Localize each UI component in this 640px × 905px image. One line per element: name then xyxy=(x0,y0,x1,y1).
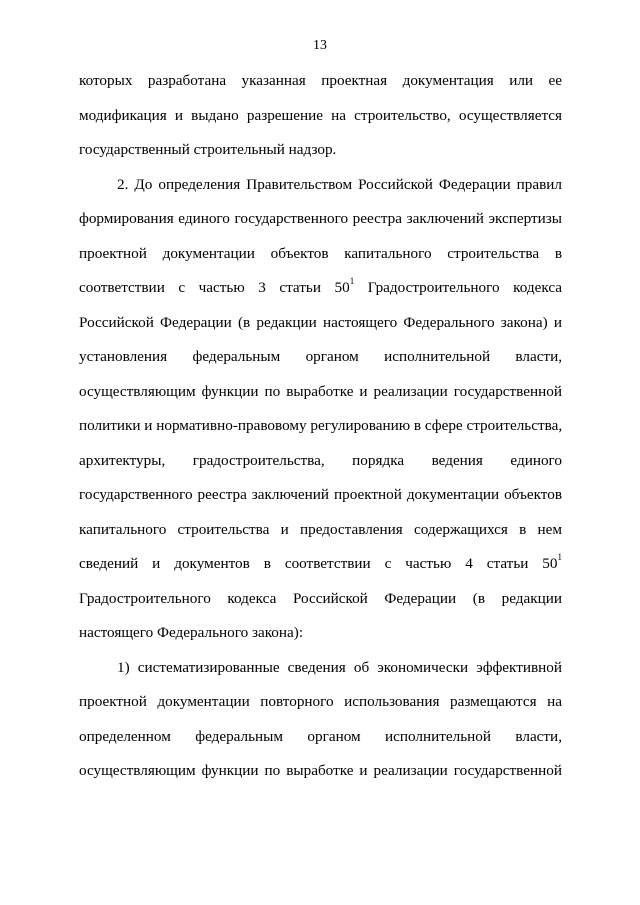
line-text: Российской Федерации (в редакции настоящего Федерального закона) и xyxy=(79,313,562,331)
text-line xyxy=(79,168,562,203)
line-text: проектной документации объектов капитального строительства в xyxy=(79,244,562,262)
line-text: проектной документации повторного использования размещаются на xyxy=(79,693,562,710)
text-line xyxy=(79,99,562,134)
text-line xyxy=(79,340,562,375)
text-line xyxy=(79,616,562,651)
line-text: сведений и документов в соответствии с частью 4 статьи 50 xyxy=(79,555,558,572)
page-number: 13 xyxy=(313,38,327,53)
line-text: модификация и выдано разрешение на строительство, осуществляется xyxy=(79,106,562,124)
text-line xyxy=(79,651,562,686)
line-text: 2. До определения Правительством Российской Федерации правил xyxy=(117,175,562,193)
text-line xyxy=(79,237,562,272)
text-line xyxy=(79,478,562,513)
line-text: государственный строительный надзор. xyxy=(79,141,337,158)
line-text: политики и нормативно-правовому регулированию в сфере строительства, xyxy=(79,417,563,434)
line-text: формирования единого государственного реестра заключений экспертизы xyxy=(79,210,562,227)
line-text: архитектуры, градостроительства, порядка ведения единого xyxy=(79,451,562,469)
line-text: осуществляющим функции по выработке и реализации государственной xyxy=(79,762,562,779)
text-line xyxy=(79,513,562,548)
line-text: 1) систематизированные сведения об экономически эффективной xyxy=(117,658,562,676)
text-line xyxy=(79,409,562,444)
line-text: государственного реестра заключений проектной документации объектов xyxy=(79,486,562,503)
text-line xyxy=(79,720,562,755)
text-line xyxy=(79,64,562,99)
line-text: капитального строительства и предоставления содержащихся в нем xyxy=(79,520,562,538)
text-line xyxy=(79,582,562,617)
text-line xyxy=(79,375,562,410)
superscript: 1 xyxy=(349,275,355,286)
line-text: Градостроительного кодекса Российской Федерации (в редакции xyxy=(79,589,562,607)
line-text: соответствии с частью 3 статьи 50 xyxy=(79,279,350,296)
text-line xyxy=(79,133,562,168)
line-text: определенном федеральным органом исполнительной власти, xyxy=(79,727,562,745)
text-line xyxy=(79,547,562,582)
text-line xyxy=(79,444,562,479)
text-line xyxy=(79,306,562,341)
document-body xyxy=(79,64,562,789)
text-line xyxy=(79,754,562,789)
text-line xyxy=(79,271,562,306)
superscript: 1 xyxy=(557,551,562,562)
text-line xyxy=(79,685,562,720)
line-text: которых разработана указанная проектная документация или ее xyxy=(79,72,562,89)
line-text: настоящего Федерального закона): xyxy=(79,624,304,641)
line-text: установления федеральным органом исполнительной власти, xyxy=(79,348,562,365)
text-line xyxy=(79,202,562,237)
line-text: осуществляющим функции по выработке и реализации государственной xyxy=(79,382,562,400)
line-text: Градостроительного кодекса xyxy=(354,279,562,296)
